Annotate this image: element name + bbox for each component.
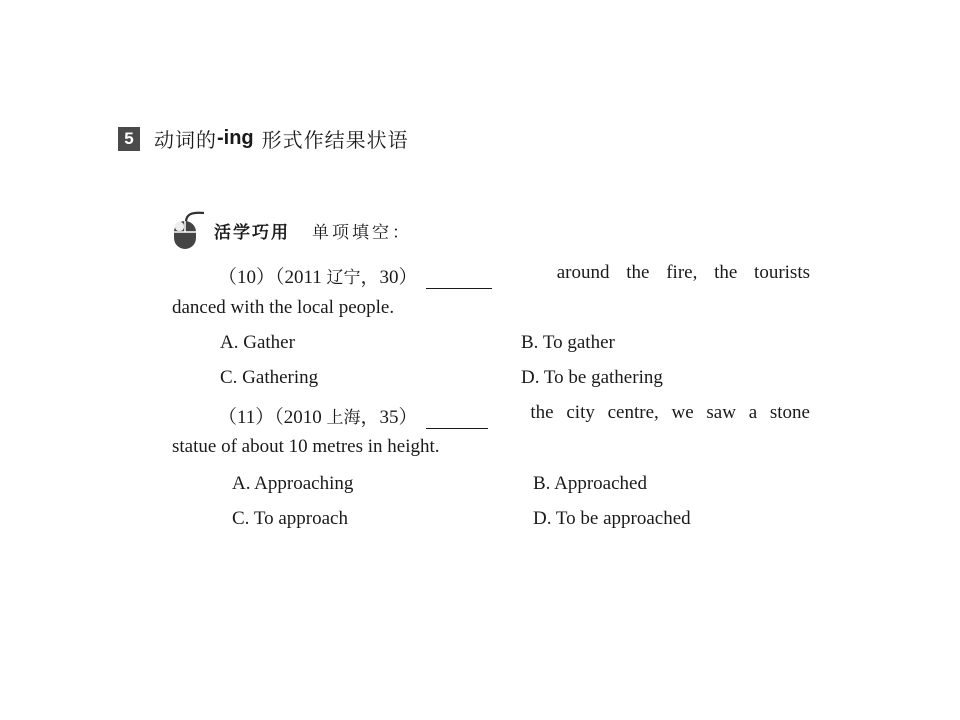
question-11-header	[218, 402, 492, 429]
section-title-part-c: 形式作结果状语	[261, 128, 409, 152]
question-11-prefix: （11）（2010	[218, 407, 322, 428]
question-10-suffix: ，30）	[360, 267, 418, 288]
question-11-line-1	[218, 402, 810, 429]
question-10-option-b[interactable]: B. To gather	[521, 332, 615, 353]
section-title-part-b: -ing	[217, 127, 254, 149]
question-11-stem: the city centre, we saw a stone	[530, 402, 810, 423]
question-10-header	[218, 262, 496, 289]
question-10-line-2: danced with the local people.	[172, 297, 395, 318]
section-heading	[118, 124, 409, 153]
question-10-line-1	[218, 262, 810, 289]
question-11-line-2: statue of about 10 metres in height.	[172, 436, 440, 457]
question-11-option-b[interactable]: B. Approached	[533, 473, 647, 494]
question-11-source: 上海	[326, 408, 361, 428]
question-11-suffix: ，35）	[360, 407, 418, 428]
question-11-blank	[426, 410, 488, 429]
practice-instruction: 单项填空：	[312, 222, 412, 243]
question-11-option-d[interactable]: D. To be approached	[533, 508, 691, 529]
question-10-option-a[interactable]: A. Gather	[220, 332, 295, 353]
practice-label: 活学巧用	[214, 222, 290, 243]
question-10-source: 辽宁	[326, 268, 361, 288]
question-10-blank	[426, 270, 492, 289]
question-10-option-d[interactable]: D. To be gathering	[521, 367, 663, 388]
question-11-option-c[interactable]: C. To approach	[232, 508, 348, 529]
question-10-option-c[interactable]: C. Gathering	[220, 367, 319, 388]
section-number-badge: 5	[118, 127, 140, 151]
question-10-stem: around the fire, the tourists	[556, 262, 810, 283]
question-10-prefix: （10）（2011	[218, 267, 322, 288]
practice-heading	[170, 210, 412, 250]
mouse-icon	[170, 210, 206, 250]
section-title-part-a: 动词的	[154, 128, 217, 152]
question-11-option-a[interactable]: A. Approaching	[232, 473, 354, 494]
